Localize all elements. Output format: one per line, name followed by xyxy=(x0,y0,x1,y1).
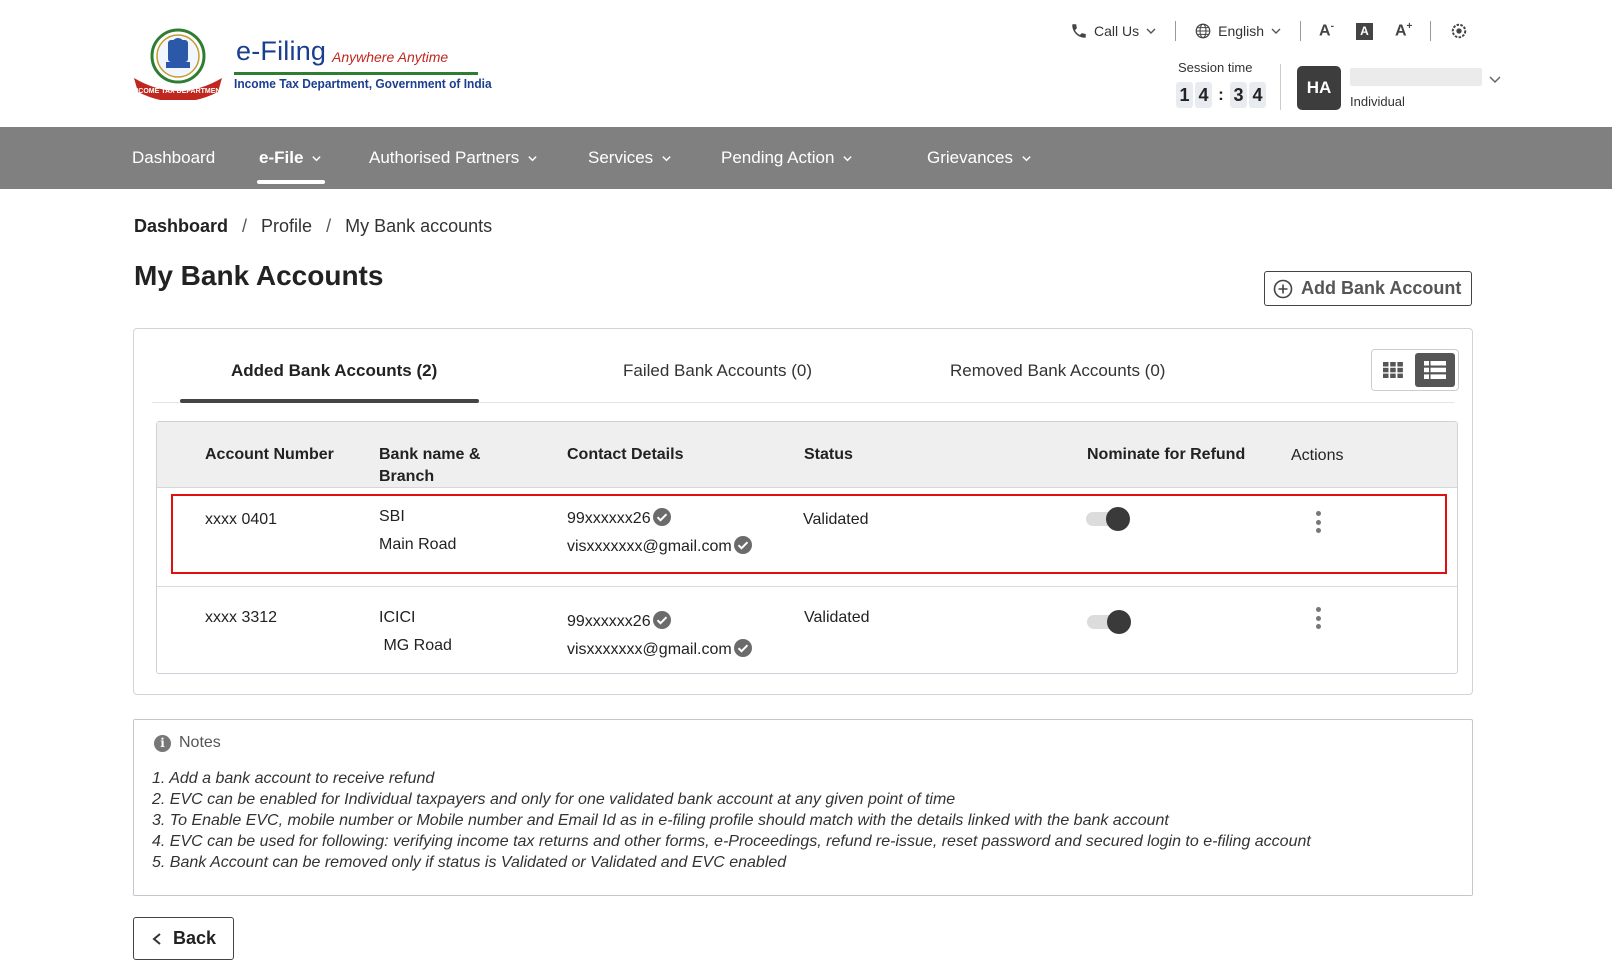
column-header-contact-details: Contact Details xyxy=(567,446,684,463)
breadcrumb-separator: / xyxy=(326,216,332,236)
view-toggle xyxy=(1371,349,1459,391)
account-number: xxxx 3312 xyxy=(205,609,278,626)
chevron-down-icon xyxy=(661,153,672,164)
site-header xyxy=(0,0,1612,127)
nav-label: Services xyxy=(588,148,654,167)
notes-title: Notes xyxy=(179,734,221,751)
grid-view-icon xyxy=(1383,362,1403,378)
user-type-label: Individual xyxy=(1350,94,1405,109)
chevron-down-icon xyxy=(1270,25,1282,37)
chevron-down-icon xyxy=(311,153,322,164)
verified-check-icon xyxy=(733,638,753,658)
verified-check-icon xyxy=(652,610,672,630)
chevron-down-icon[interactable] xyxy=(1488,72,1502,86)
chevron-down-icon xyxy=(527,153,538,164)
list-view-icon xyxy=(1424,361,1446,379)
column-header-status: Status xyxy=(804,446,853,463)
session-time-label: Session time xyxy=(1178,60,1253,75)
note-item: 2. EVC can be enabled for Individual taxpayers and only for one validated bank account at any given point of time xyxy=(152,791,956,808)
bank-accounts-table xyxy=(156,421,1458,674)
font-default-button[interactable]: A xyxy=(1356,23,1373,40)
nav-label: e-File xyxy=(259,148,304,167)
plus-circle-icon xyxy=(1273,279,1293,299)
brand-title[interactable]: e-Filing xyxy=(236,36,327,66)
table-header xyxy=(157,422,1457,488)
timer-digit: 1 xyxy=(1176,82,1193,108)
bank-name: SBI xyxy=(379,508,405,525)
active-tab-indicator xyxy=(180,399,479,403)
back-button[interactable] xyxy=(133,917,234,960)
brand-subtitle: Income Tax Department, Government of India xyxy=(234,76,492,91)
tab-failed-bank-accounts[interactable]: Failed Bank Accounts (0) xyxy=(623,361,812,380)
nav-active-indicator xyxy=(257,180,325,184)
brand-divider xyxy=(234,72,478,75)
tab-added-bank-accounts[interactable]: Added Bank Accounts (2) xyxy=(231,361,438,380)
chevron-down-icon xyxy=(842,153,853,164)
info-icon: i xyxy=(154,735,171,752)
utility-bar xyxy=(1070,18,1469,44)
row-divider xyxy=(157,586,1457,587)
avatar[interactable]: HA xyxy=(1297,66,1341,110)
session-timer xyxy=(1176,82,1266,108)
contact-phone: 99xxxxxx26 xyxy=(567,610,672,632)
chevron-down-icon xyxy=(1145,25,1157,37)
bank-branch: MG Road xyxy=(379,637,452,654)
utility-divider xyxy=(1175,21,1176,41)
note-item: 4. EVC can be used for following: verifying income tax returns and other forms, e-Proceedings, refund re-issue, reset password and secured login to e-filing account xyxy=(152,833,1311,850)
account-status: Validated xyxy=(804,609,870,626)
call-us-menu[interactable] xyxy=(1070,22,1157,40)
add-bank-account-label: Add Bank Account xyxy=(1301,278,1462,298)
account-status: Validated xyxy=(803,511,869,528)
font-increase-button[interactable]: A+ xyxy=(1394,21,1413,40)
nav-item-services[interactable] xyxy=(588,127,672,189)
note-item: 3. To Enable EVC, mobile number or Mobile number and Email Id as in e-filing profile should match with the details linked with the bank account xyxy=(152,812,1169,829)
note-item: 5. Bank Account can be removed only if status is Validated or Validated and EVC enabled xyxy=(152,854,787,871)
main-nav xyxy=(0,127,1612,189)
breadcrumb xyxy=(134,216,492,237)
list-view-button[interactable] xyxy=(1415,353,1455,387)
breadcrumb-separator: / xyxy=(242,216,248,236)
nominate-refund-toggle[interactable] xyxy=(1087,609,1133,635)
timer-separator: : xyxy=(1218,85,1224,104)
notes-panel xyxy=(133,719,1473,896)
add-bank-account-button[interactable] xyxy=(1264,271,1472,306)
kebab-menu-icon[interactable] xyxy=(1308,604,1328,632)
chevron-down-icon xyxy=(1021,153,1032,164)
utility-divider xyxy=(1300,21,1301,41)
font-decrease-button[interactable]: A- xyxy=(1319,21,1334,40)
bank-branch: Main Road xyxy=(379,536,457,553)
globe-icon xyxy=(1194,22,1212,40)
header-divider xyxy=(1280,64,1281,110)
emblem-ribbon-text: INCOME TAX DEPARTMENT xyxy=(131,88,225,95)
nav-item-dashboard[interactable] xyxy=(132,127,215,189)
timer-digit: 4 xyxy=(1195,82,1212,108)
column-header-nominate-for-refund: Nominate for Refund xyxy=(1087,446,1246,463)
brand-tagline: Anywhere Anytime xyxy=(332,49,449,65)
chevron-left-icon xyxy=(151,932,163,946)
notes-list xyxy=(152,768,1311,873)
nav-label: Dashboard xyxy=(132,148,216,167)
bank-name: ICICI xyxy=(379,609,416,626)
breadcrumb-dashboard[interactable]: Dashboard xyxy=(134,216,229,236)
nav-item-authorised-partners[interactable] xyxy=(369,127,538,189)
nav-label: Grievances xyxy=(927,148,1013,167)
utility-divider xyxy=(1430,21,1431,41)
nav-label: Pending Action xyxy=(721,148,835,167)
contact-email: visxxxxxxx@gmail.com xyxy=(567,535,753,557)
account-number: xxxx 0401 xyxy=(205,511,278,528)
settings-icon[interactable] xyxy=(1449,21,1469,41)
breadcrumb-current: My Bank accounts xyxy=(345,216,493,236)
language-label: English xyxy=(1218,23,1265,39)
contact-phone: 99xxxxxx26 xyxy=(567,507,672,529)
nav-label: Authorised Partners xyxy=(369,148,520,167)
page-title: My Bank Accounts xyxy=(134,260,384,291)
note-item: 1. Add a bank account to receive refund xyxy=(152,770,435,787)
language-menu[interactable] xyxy=(1194,22,1282,40)
emblem-logo-icon[interactable] xyxy=(130,26,226,100)
column-header-actions: Actions xyxy=(1291,447,1344,464)
column-header-bank-name-branch: Bank name & Branch xyxy=(379,446,481,485)
nav-item-grievances[interactable] xyxy=(927,127,1032,189)
notes-heading xyxy=(154,734,221,752)
timer-digit: 3 xyxy=(1230,82,1247,108)
timer-digit: 4 xyxy=(1249,82,1266,108)
phone-icon xyxy=(1070,22,1088,40)
call-us-label: Call Us xyxy=(1094,23,1140,39)
user-name-redacted xyxy=(1350,68,1482,86)
back-label: Back xyxy=(172,928,217,948)
tab-removed-bank-accounts[interactable]: Removed Bank Accounts (0) xyxy=(950,361,1166,380)
contact-email: visxxxxxxx@gmail.com xyxy=(567,638,753,660)
grid-view-button[interactable] xyxy=(1372,350,1415,390)
toggle-knob xyxy=(1107,610,1131,634)
nav-item-pending-action[interactable] xyxy=(721,127,853,189)
breadcrumb-profile[interactable]: Profile xyxy=(261,216,313,236)
bank-accounts-card xyxy=(133,328,1473,695)
row-highlight-box xyxy=(171,494,1447,574)
column-header-account-number: Account Number xyxy=(205,446,334,463)
